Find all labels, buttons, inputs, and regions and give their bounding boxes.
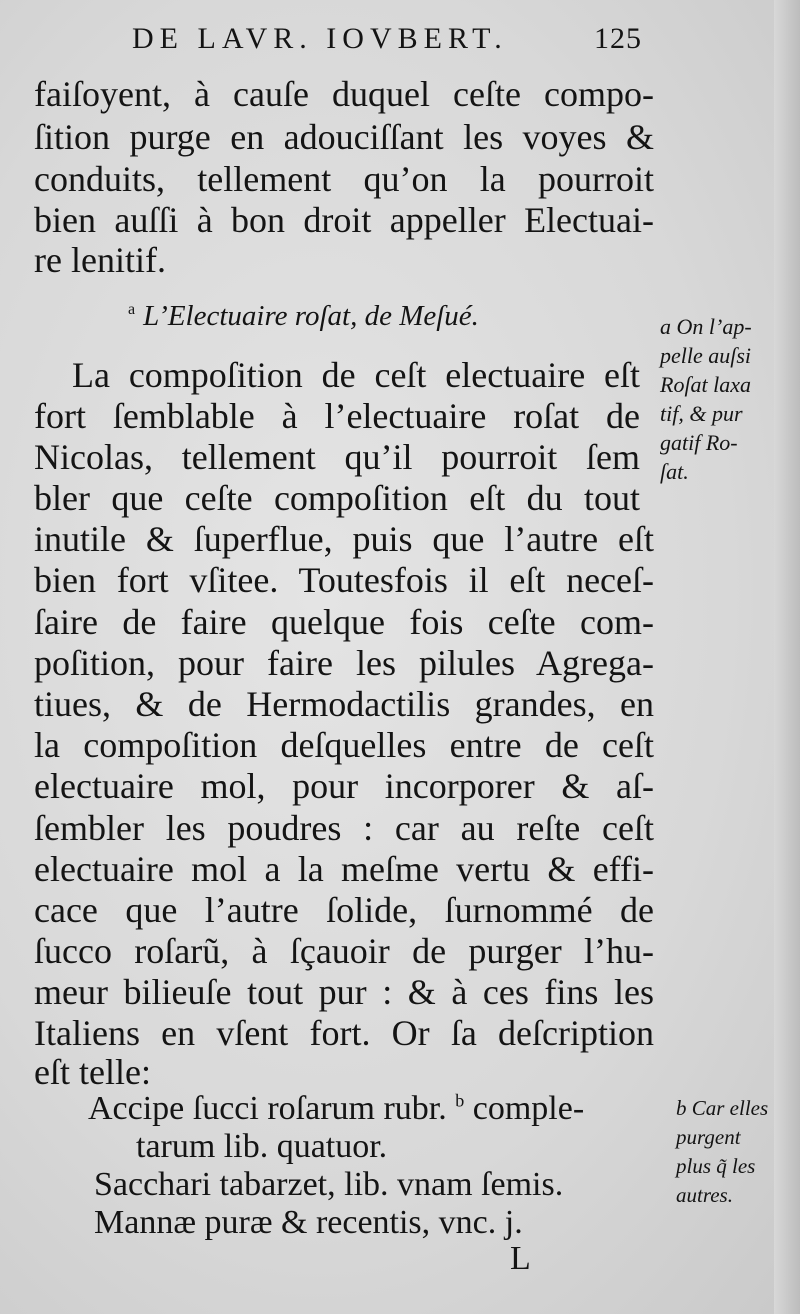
note-line: a On l’ap- — [660, 314, 752, 339]
signature-mark: L — [510, 1240, 531, 1277]
text-line: ſucco roſarũ, à ſçauoir de purger l’hu- — [34, 931, 654, 971]
note-line: Roſat laxa — [660, 372, 752, 397]
note-line: plus q̃ les — [676, 1154, 756, 1178]
note-line: b Car elles — [676, 1096, 769, 1120]
text-line: Italiens en vſent fort. Or ſa deſcription — [34, 1013, 654, 1053]
recipe-line: tarum lib. quatuor. — [136, 1128, 388, 1165]
text-line: meur bilieuſe tout pur : & à ces fins les — [34, 972, 654, 1012]
recipe-line: Sacchari tabarzet, lib. vnam ſemis. — [94, 1166, 564, 1203]
text-line: ſembler les poudres : car au reſte ceſt — [34, 808, 654, 848]
section-heading-text: L’Electuaire roſat, de Meſué. — [143, 300, 479, 332]
text-line: poſition, pour faire les pilules Agrega- — [34, 643, 654, 683]
note-line: purgent — [676, 1125, 741, 1149]
marginal-note-b — [676, 1094, 794, 1210]
text-line: re lenitif. — [34, 240, 166, 280]
recipe-line: Mannæ puræ & recentis, vnc. j. — [94, 1204, 523, 1241]
note-line: ſat. — [660, 459, 689, 484]
note-line: autres. — [676, 1183, 733, 1207]
text-line: conduits, tellement qu’on la pourroit — [34, 159, 654, 199]
text-line: faiſoyent, à cauſe duquel ceſte compo- — [34, 74, 654, 114]
note-marker-a: a — [128, 301, 136, 319]
marginal-note-a — [660, 312, 796, 486]
text-line: electuaire mol a la meſme vertu & effi- — [34, 849, 654, 889]
note-line: gatif Ro- — [660, 430, 738, 455]
text-line: bler que ceſte compoſition eſt du tout — [34, 478, 640, 518]
text-line: bien auſſi à bon droit appeller Electuai- — [34, 200, 654, 240]
text-line: La compoſition de ceſt electuaire eſt — [72, 355, 640, 395]
text-line: fort ſemblable à l’electuaire roſat de — [34, 396, 640, 436]
section-heading — [128, 300, 548, 333]
text-line: cace que l’autre ſolide, ſurnommé de — [34, 890, 654, 930]
page-number: 125 — [594, 22, 642, 55]
text-line: ſaire de faire quelque fois ceſte com- — [34, 602, 654, 642]
recipe-ingredient-cont: comple- — [472, 1090, 585, 1127]
running-head-title: DE LAVR. IOVBERT. — [132, 22, 508, 55]
text-line: tiues, & de Hermodactilis grandes, en — [34, 684, 654, 724]
text-line: la compoſition deſquelles entre de ceſt — [34, 725, 654, 765]
text-line: ſition purge en adouciſſant les voyes & — [34, 117, 654, 157]
text-line: Nicolas, tellement qu’il pourroit ſem — [34, 437, 640, 477]
note-marker-b: b — [455, 1090, 465, 1111]
recipe-ingredient: Accipe ſucci roſarum rubr. — [88, 1090, 447, 1127]
text-line: electuaire mol, pour incorporer & aſ- — [34, 766, 654, 806]
note-line: tif, & pur — [660, 401, 743, 426]
recipe-line — [88, 1090, 584, 1128]
running-head — [132, 22, 642, 56]
text-line: inutile & ſuperflue, puis que l’autre eſt — [34, 519, 654, 559]
note-line: pelle auſsi — [660, 343, 752, 368]
text-line: eſt telle: — [34, 1052, 151, 1092]
text-line: bien fort vſitee. Toutesfois il eſt neceſ- — [34, 560, 654, 600]
